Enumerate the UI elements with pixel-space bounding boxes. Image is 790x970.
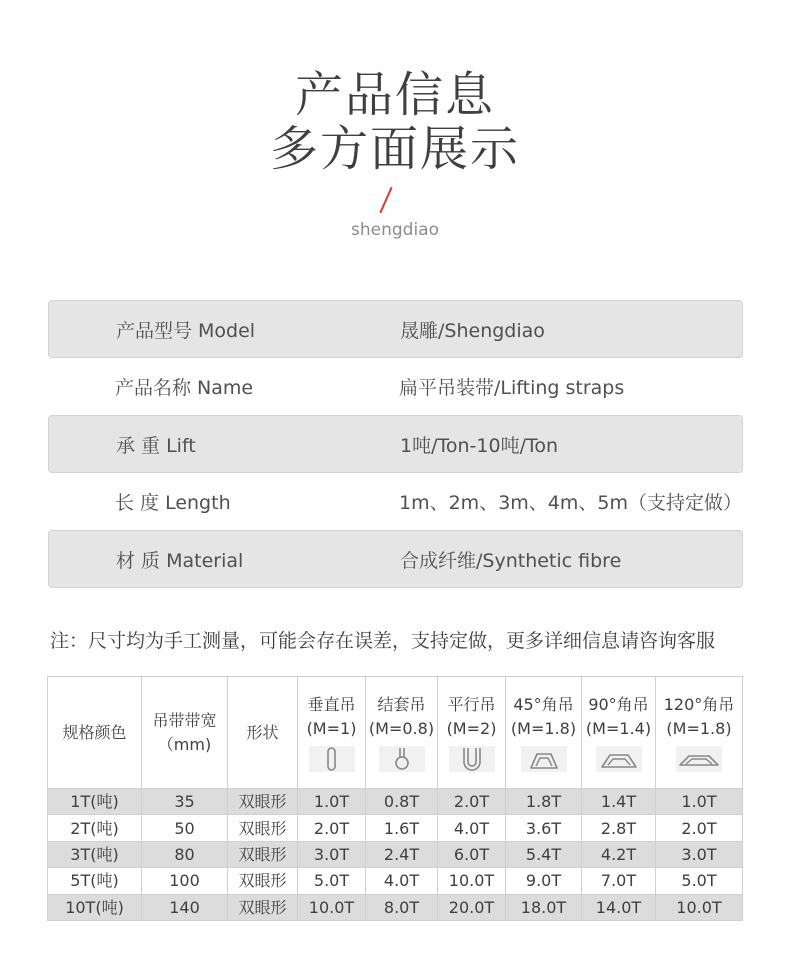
header-basket [438,677,506,789]
table-cell: 5T(吨) [48,868,142,894]
header-sub: (M=1.8) [666,719,732,738]
header-label: 结套吊 [377,695,426,714]
table-cell: 2.0T [438,789,506,815]
header-label: 垂直吊 [307,695,356,714]
header-label: 45°角吊 [513,695,574,714]
table-cell: 5.0T [298,868,366,894]
info-label: 长 度 Length [115,491,231,514]
table-cell: 3.0T [656,841,743,867]
spec-table [47,676,743,921]
page-title-line1: 产品信息 [294,67,495,123]
table-cell: 140 [142,894,228,920]
basket-lift-icon [449,746,495,772]
table-cell: 4.0T [366,868,438,894]
table-cell: 4.0T [438,815,506,841]
table-cell: 1.6T [366,815,438,841]
table-cell: 3T(吨) [48,841,142,867]
page-subtitle: shengdiao [351,220,439,240]
vertical-lift-icon [309,746,355,772]
table-cell: 100 [142,868,228,894]
table-cell: 2T(吨) [48,815,142,841]
info-row-model [48,300,743,358]
table-cell: 6.0T [438,841,506,867]
angle-90-lift-icon [596,746,642,772]
info-row-name [48,357,743,415]
header-angle-120 [656,677,743,789]
accent-slash [379,187,392,213]
info-value: 合成纤维/Synthetic fibre [400,549,622,572]
table-header-row [48,677,743,789]
table-row [48,868,743,894]
header-spec-color [48,677,142,789]
table-cell: 5.0T [656,868,743,894]
table-cell: 双眼形 [228,841,298,867]
angle-120-lift-icon [676,746,722,772]
info-label: 产品名称 Name [115,376,254,399]
table-cell: 双眼形 [228,815,298,841]
table-cell: 1.0T [656,789,743,815]
table-cell: 14.0T [582,894,656,920]
table-cell: 双眼形 [228,894,298,920]
table-cell: 2.0T [298,815,366,841]
info-row-lift [48,415,743,473]
header-shape [228,677,298,789]
header-width [142,677,228,789]
info-row-material [48,530,743,588]
header-sub: (M=1.4) [585,719,652,738]
table-cell: 8.0T [366,894,438,920]
table-cell: 4.2T [582,841,656,867]
table-cell: 2.4T [366,841,438,867]
header-sub: (M=1) [306,719,357,738]
table-cell: 18.0T [506,894,582,920]
table-cell: 10.0T [438,868,506,894]
table-cell: 1T(吨) [48,789,142,815]
table-cell: 3.6T [506,815,582,841]
table-row [48,789,743,815]
table-cell: 10.0T [656,894,743,920]
table-cell: 1.0T [298,789,366,815]
info-label: 产品型号 Model [116,319,256,342]
table-cell: 双眼形 [228,789,298,815]
header-angle-45 [506,677,582,789]
info-value: 扁平吊装带/Lifting straps [399,376,625,399]
table-cell: 3.0T [298,841,366,867]
header-vertical [298,677,366,789]
info-value: 1m、2m、3m、4m、5m（支持定做） [399,491,742,514]
header-label: 120°角吊 [663,695,735,714]
info-label: 承 重 Lift [116,434,196,457]
info-label: 材 质 Material [116,549,244,572]
header-label: 规格颜色 [62,722,127,742]
header-sub: （mm) [157,734,212,754]
table-cell: 1.8T [506,789,582,815]
angle-45-lift-icon [521,746,567,772]
header-sub: (M=0.8) [368,719,435,738]
table-cell: 双眼形 [228,868,298,894]
table-row [48,815,743,841]
table-cell: 50 [142,815,228,841]
header-sub: (M=2) [446,719,497,738]
table-cell: 2.0T [656,815,743,841]
measurement-note: 注：尺寸均为手工测量，可能会存在误差，支持定做，更多详细信息请咨询客服 [50,630,716,652]
table-cell: 80 [142,841,228,867]
table-cell: 2.8T [582,815,656,841]
info-value: 晟雕/Shengdiao [400,319,545,342]
header-sub: (M=1.8) [510,719,577,738]
info-row-length [48,472,743,530]
info-value: 1吨/Ton-10吨/Ton [400,434,559,457]
table-cell: 9.0T [506,868,582,894]
table-cell: 5.4T [506,841,582,867]
table-cell: 1.4T [582,789,656,815]
table-row [48,894,743,920]
table-cell: 0.8T [366,789,438,815]
page-title-line2: 多方面展示 [269,121,520,177]
table-row [48,841,743,867]
header-label: 平行吊 [447,695,496,714]
header-label: 吊带带宽 [152,710,217,730]
header-angle-90 [582,677,656,789]
table-cell: 20.0T [438,894,506,920]
table-cell: 7.0T [582,868,656,894]
table-cell: 10.0T [298,894,366,920]
table-cell: 35 [142,789,228,815]
header-label: 90°角吊 [588,695,649,714]
table-cell: 10T(吨) [48,894,142,920]
header-choker [366,677,438,789]
choker-lift-icon [379,746,425,772]
header-label: 形状 [246,722,279,742]
